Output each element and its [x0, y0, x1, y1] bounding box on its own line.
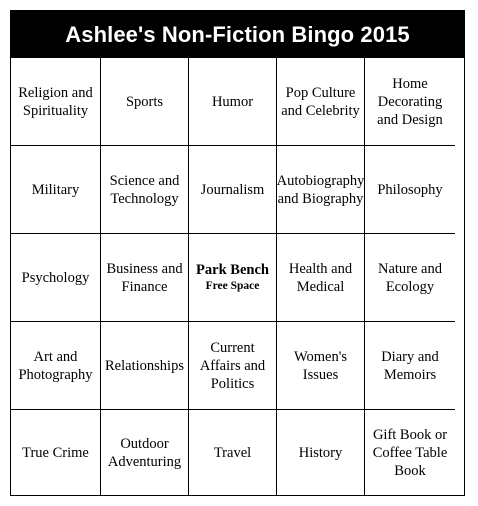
bingo-cell	[365, 322, 455, 410]
cell-label: History	[298, 445, 343, 461]
bingo-cell	[101, 58, 189, 146]
cell-label: Current Affairs and Politics	[199, 339, 266, 392]
bingo-cell	[189, 146, 277, 234]
cell-label: Business and Finance	[106, 260, 183, 295]
bingo-cell	[365, 234, 455, 322]
bingo-cell	[277, 322, 365, 410]
bingo-cell	[11, 322, 101, 410]
cell-label: Military	[31, 181, 80, 198]
cell-label: Psychology	[21, 269, 90, 286]
bingo-cell	[365, 146, 455, 234]
cell-label: Pop Culture and Celebrity	[281, 84, 360, 119]
cell-label: Travel	[213, 445, 252, 461]
cell-label: Nature and Ecology	[377, 260, 442, 295]
bingo-cell	[11, 146, 101, 234]
bingo-cell	[189, 322, 277, 410]
bingo-cell	[11, 234, 101, 322]
bingo-cell	[189, 410, 277, 496]
cell-label: Home Decorating and Design	[377, 75, 443, 128]
free-space-label: Free Space	[205, 279, 260, 292]
free-space-title: Park Bench	[196, 261, 269, 278]
title-bar	[11, 11, 464, 58]
bingo-cell	[101, 146, 189, 234]
bingo-cell	[189, 58, 277, 146]
cell-label: Relationships	[105, 357, 184, 374]
bingo-cell	[277, 146, 365, 234]
bingo-cell	[101, 234, 189, 322]
bingo-cell	[11, 410, 101, 496]
cell-label: Sports	[125, 93, 164, 110]
cell-label: Health and Medical	[288, 260, 353, 295]
cell-label: Outdoor Adventuring	[107, 436, 182, 470]
cell-label: Gift Book or Coffee Table Book	[372, 427, 448, 479]
cell-label: Philosophy	[377, 181, 443, 198]
bingo-cell	[277, 410, 365, 496]
bingo-card	[10, 10, 465, 496]
bingo-cell	[365, 410, 455, 496]
cell-label: Women's Issues	[294, 348, 347, 383]
cell-label: Art and Photography	[18, 348, 93, 383]
free-space-cell	[189, 234, 277, 322]
bingo-cell	[101, 322, 189, 410]
bingo-cell	[277, 58, 365, 146]
bingo-cell	[365, 58, 455, 146]
bingo-grid	[11, 58, 464, 496]
cell-label: Journalism	[200, 181, 265, 198]
bingo-cell	[277, 234, 365, 322]
bingo-title: Ashlee's Non-Fiction Bingo 2015	[65, 21, 410, 47]
cell-label: Science and Technology	[109, 172, 180, 207]
bingo-cell	[11, 58, 101, 146]
bingo-cell	[101, 410, 189, 496]
cell-label: Humor	[211, 93, 254, 110]
cell-label: Diary and Memoirs	[381, 348, 439, 383]
cell-label: True Crime	[22, 445, 89, 461]
cell-label: Religion and Spirituality	[18, 84, 93, 119]
cell-label: Autobiography and Biography	[276, 172, 365, 207]
